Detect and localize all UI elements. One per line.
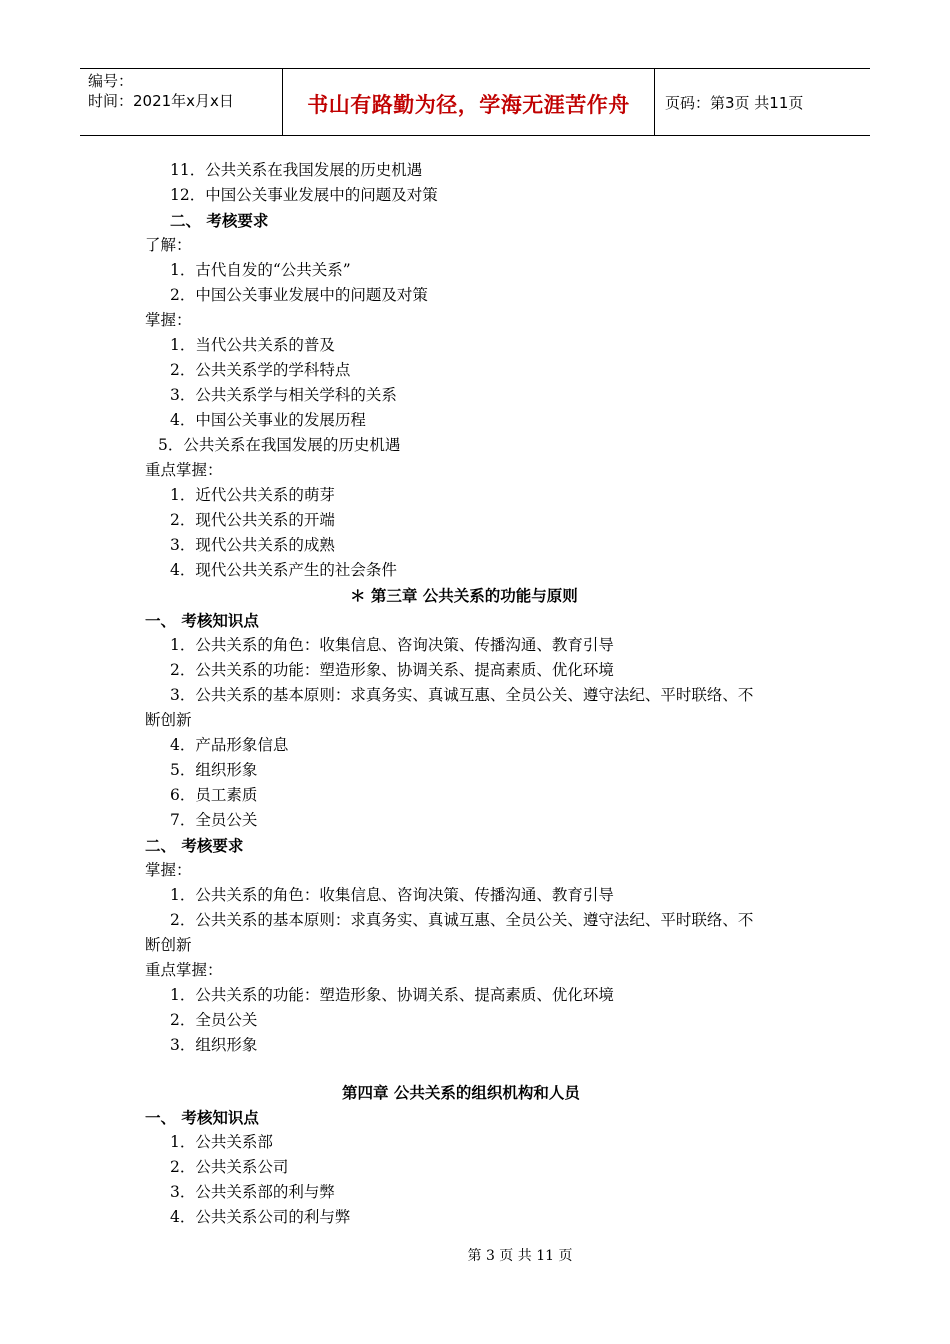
- text-line: 1．公共关系的角色：收集信息、咨询决策、传播沟通、教育引导: [170, 886, 614, 904]
- section-heading: 二、 考核要求: [170, 211, 269, 230]
- text-line: 3．公共关系的基本原则：求真务实、真诚互惠、全员公关、遵守法纪、平时联络、不: [170, 686, 754, 704]
- text-line: 2．公共关系的功能：塑造形象、协调关系、提高素质、优化环境: [170, 661, 614, 679]
- text-line: 了解：: [145, 236, 192, 254]
- text-line: 1．古代自发的“公共关系”: [170, 261, 351, 279]
- text-line: 1．公共关系部: [170, 1133, 273, 1151]
- text-line: 1．当代公共关系的普及: [170, 336, 335, 354]
- text-line: 3．现代公共关系的成熟: [170, 536, 335, 554]
- section-heading: 一、 考核知识点: [145, 1108, 259, 1127]
- text-line: 6．员工素质: [170, 786, 258, 804]
- text-line: 4．公共关系公司的利与弊: [170, 1208, 351, 1226]
- page-header: [80, 68, 870, 136]
- text-line: 3．公共关系部的利与弊: [170, 1183, 335, 1201]
- text-line: 5．组织形象: [170, 761, 258, 779]
- text-line: 4．中国公关事业的发展历程: [170, 411, 366, 429]
- text-line: 2．全员公关: [170, 1011, 258, 1029]
- text-line: 5．公共关系在我国发展的历史机遇: [158, 436, 401, 454]
- text-line: 2．公共关系的基本原则：求真务实、真诚互惠、全员公关、遵守法纪、平时联络、不: [170, 911, 754, 929]
- text-line: 掌握：: [145, 311, 192, 329]
- text-line: 3．组织形象: [170, 1036, 258, 1054]
- text-line: 2．现代公共关系的开端: [170, 511, 335, 529]
- header-page-info: 页码：第3页 共11页: [665, 93, 804, 112]
- text-line: 重点掌握：: [145, 461, 223, 479]
- text-line: 7．全员公关: [170, 811, 258, 829]
- text-line: 断创新: [145, 936, 192, 954]
- section-heading: 一、 考核知识点: [145, 611, 259, 630]
- text-line: 掌握：: [145, 861, 192, 879]
- text-line: 2．公共关系公司: [170, 1158, 289, 1176]
- text-line: 断创新: [145, 711, 192, 729]
- header-meta: [80, 69, 282, 135]
- text-line: 1．公共关系的功能：塑造形象、协调关系、提高素质、优化环境: [170, 986, 614, 1004]
- text-line: 重点掌握：: [145, 961, 223, 979]
- section-heading: 第四章 公共关系的组织机构和人员: [342, 1083, 580, 1102]
- section-heading: ＊ 第三章 公共关系的功能与原则: [350, 586, 578, 605]
- text-line: 12．中国公关事业发展中的问题及对策: [170, 186, 438, 204]
- text-line: 11．公共关系在我国发展的历史机遇: [170, 161, 423, 179]
- document-time-label: 时间：2021年x月x日: [88, 92, 234, 110]
- page-footer: 第 3 页 共 11 页: [467, 1248, 573, 1264]
- text-line: 1．公共关系的角色：收集信息、咨询决策、传播沟通、教育引导: [170, 636, 614, 654]
- text-line: 3．公共关系学与相关学科的关系: [170, 386, 397, 404]
- text-line: 4．产品形象信息: [170, 736, 289, 754]
- document-number-label: 编号：: [88, 72, 134, 90]
- text-line: 2．公共关系学的学科特点: [170, 361, 351, 379]
- header-motto: 书山有路勤为径，学海无涯苦作舟: [282, 69, 655, 135]
- text-line: 1．近代公共关系的萌芽: [170, 486, 335, 504]
- section-heading: 二、 考核要求: [145, 836, 244, 855]
- text-line: 4．现代公共关系产生的社会条件: [170, 561, 397, 579]
- text-line: 2．中国公关事业发展中的问题及对策: [170, 286, 428, 304]
